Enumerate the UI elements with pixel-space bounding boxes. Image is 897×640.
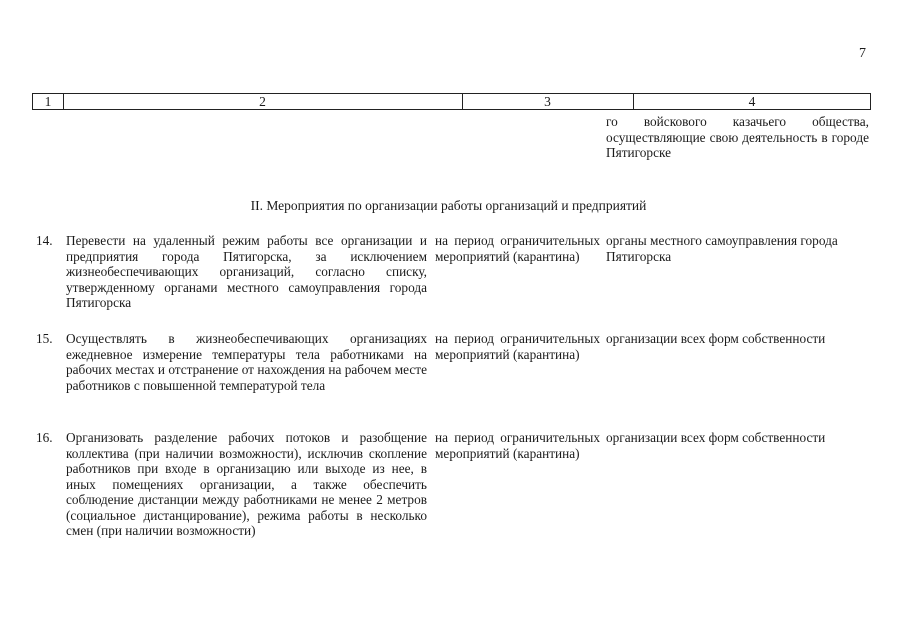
row-number: 15. [36,331,53,346]
row-period: на период ограничительных мероприятий (карантина) [435,430,600,461]
row-task: Перевести на удаленный режим работы все организации и предприятия города Пятигорска, за исключением жизнеобеспечивающих организаций, согласно списку, утвержденному органами местного самоуправления города Пятигорска [66,233,427,310]
row-period: на период ограничительных мероприятий (карантина) [435,331,600,362]
column-header-2: 2 [63,94,463,109]
table-header-row [32,93,871,110]
row-executor: организации всех форм собственности [606,430,826,445]
row-number: 16. [36,430,53,445]
column-header-3: 3 [462,94,634,109]
row-executor: органы местного самоуправления города Пятигорска [606,233,838,264]
section-title: II. Мероприятия по организации работы организаций и предприятий [250,198,647,213]
row-task: Организовать разделение рабочих потоков и разобщение коллектива (при наличии возможности), исключив скопление работников при входе в организацию или выходе из нее, в иных помещениях организации, а также обеспечить соблюдение дистанции между работниками не менее 2 метров (социальное дистанцирование), режима работы в несколько смен (при наличии возможности) [66,430,427,538]
page-number: 7 [859,46,866,61]
row-executor: организации всех форм собственности [606,331,826,346]
column-header-1: 1 [33,94,64,109]
row-number: 14. [36,233,53,248]
column-header-4: 4 [748,94,756,109]
row-period: на период ограничительных мероприятий (карантина) [435,233,600,264]
row-task: Осуществлять в жизнеобеспечивающих организациях ежедневное измерение температуры тела работниками на рабочих местах и отстранение от нахождения на рабочем месте работников с повышенной температурой тела [66,331,427,393]
continuation-text: го войскового казачьего общества, осуществляющие свою деятельность в городе Пятигорске [606,114,869,160]
